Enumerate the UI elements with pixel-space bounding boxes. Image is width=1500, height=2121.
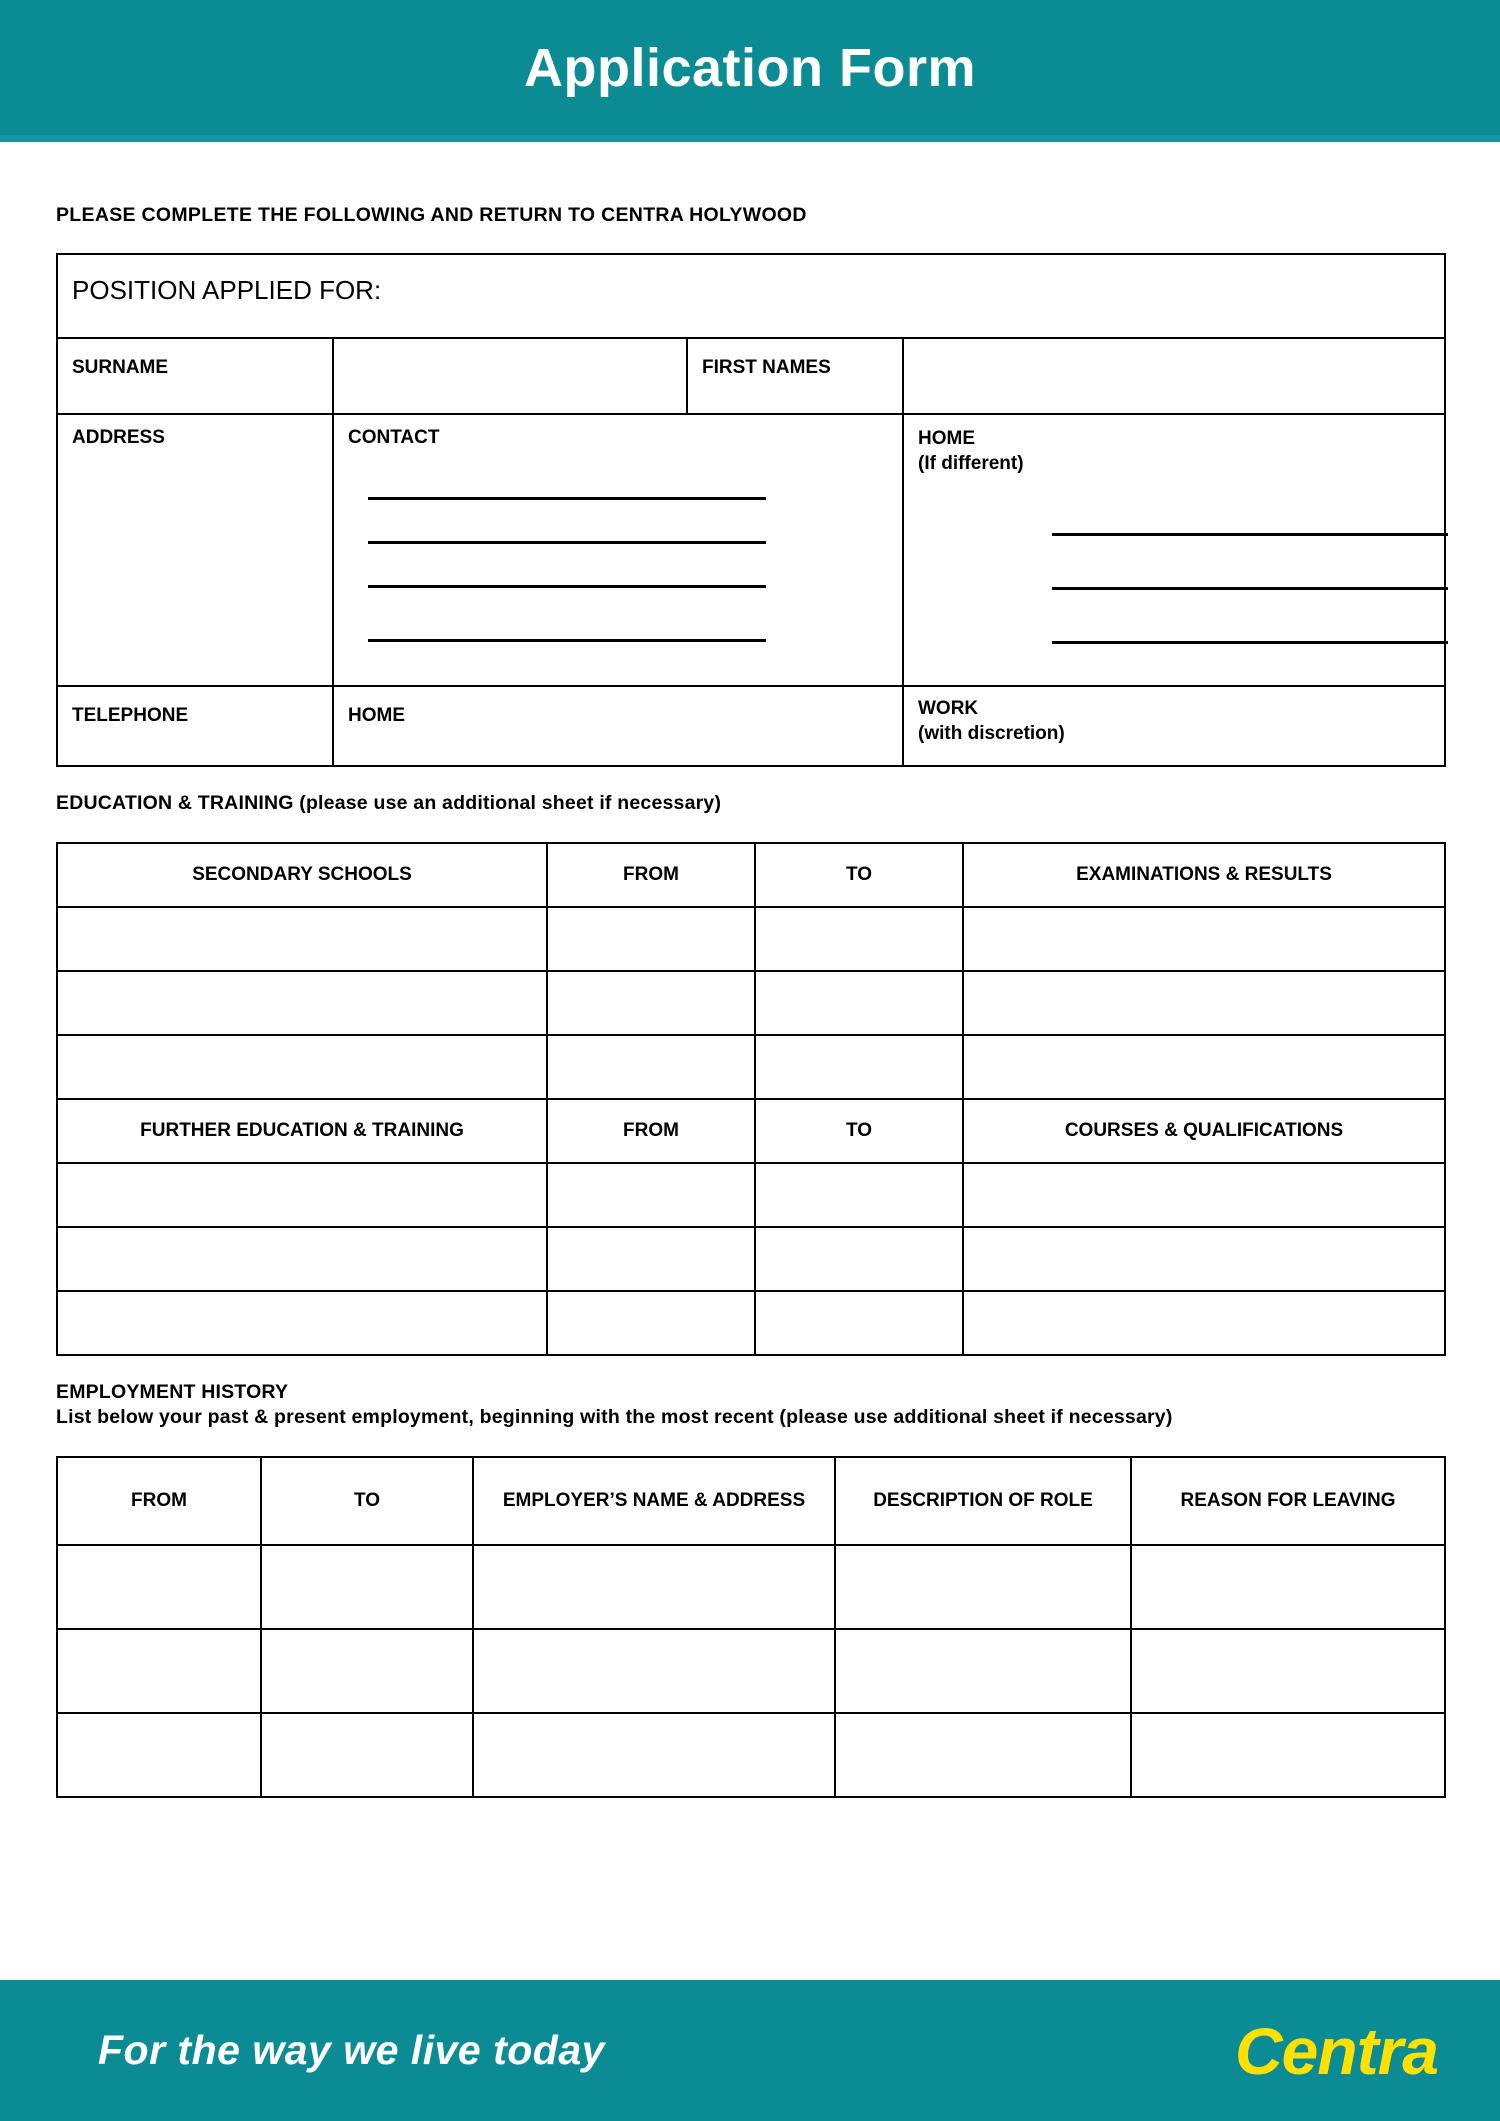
col-description-of-role: DESCRIPTION OF ROLE xyxy=(835,1457,1131,1545)
row-address xyxy=(57,414,1445,686)
form-page xyxy=(0,204,1500,1798)
contact-write-line-4 xyxy=(368,639,766,642)
telephone-home-cell[interactable] xyxy=(333,686,903,766)
secondary-results-cell[interactable] xyxy=(963,971,1445,1035)
education-section-title: EDUCATION & TRAINING (please use an additional sheet if necessary) xyxy=(56,792,722,814)
first-names-label-cell xyxy=(687,338,903,414)
home-write-line-1 xyxy=(1052,533,1448,536)
employment-from-cell[interactable] xyxy=(57,1545,261,1629)
further-education-cell[interactable] xyxy=(57,1291,547,1355)
instruction-text: PLEASE COMPLETE THE FOLLOWING AND RETURN TO CENTRA HOLYWOOD xyxy=(56,204,807,226)
table-row xyxy=(57,1163,1445,1227)
table-row xyxy=(57,971,1445,1035)
table-row xyxy=(57,1545,1445,1629)
reason-for-leaving-cell[interactable] xyxy=(1131,1713,1445,1797)
col-reason-for-leaving: REASON FOR LEAVING xyxy=(1131,1457,1445,1545)
secondary-to-cell[interactable] xyxy=(755,971,963,1035)
further-to-cell[interactable] xyxy=(755,1291,963,1355)
header-divider xyxy=(0,135,1500,142)
home-address-note: (If different) xyxy=(918,452,1024,474)
row-position xyxy=(57,254,1445,338)
employment-from-cell[interactable] xyxy=(57,1629,261,1713)
further-to-cell[interactable] xyxy=(755,1163,963,1227)
further-courses-cell[interactable] xyxy=(963,1291,1445,1355)
col-employment-from: FROM xyxy=(57,1457,261,1545)
contact-write-line-2 xyxy=(368,541,766,544)
address-label: ADDRESS xyxy=(72,427,165,448)
employment-to-cell[interactable] xyxy=(261,1713,473,1797)
table-row xyxy=(57,907,1445,971)
col-employment-to: TO xyxy=(261,1457,473,1545)
table-row xyxy=(57,1291,1445,1355)
first-names-label: FIRST NAMES xyxy=(702,357,831,378)
contact-write-line-3 xyxy=(368,585,766,588)
contact-write-line-1 xyxy=(368,497,766,500)
telephone-work-label: WORK xyxy=(918,698,979,719)
description-of-role-cell[interactable] xyxy=(835,1545,1131,1629)
secondary-to-cell[interactable] xyxy=(755,907,963,971)
telephone-work-cell[interactable] xyxy=(903,686,1445,766)
col-secondary-from: FROM xyxy=(547,843,755,907)
description-of-role-cell[interactable] xyxy=(835,1713,1131,1797)
employment-section-title xyxy=(56,1380,1444,1430)
first-names-input-cell[interactable] xyxy=(903,338,1445,414)
employer-name-address-cell[interactable] xyxy=(473,1713,835,1797)
centra-logo: Centra xyxy=(1234,2013,1438,2088)
employment-history-heading: EMPLOYMENT HISTORY xyxy=(56,1380,289,1403)
row-name xyxy=(57,338,1445,414)
reason-for-leaving-cell[interactable] xyxy=(1131,1629,1445,1713)
table-row xyxy=(57,1227,1445,1291)
employer-name-address-cell[interactable] xyxy=(473,1629,835,1713)
contact-address-cell[interactable] xyxy=(333,414,903,686)
secondary-school-cell[interactable] xyxy=(57,907,547,971)
col-secondary-schools: SECONDARY SCHOOLS xyxy=(57,843,547,907)
further-education-header-row xyxy=(57,1099,1445,1163)
footer-banner xyxy=(0,1980,1500,2121)
secondary-results-cell[interactable] xyxy=(963,907,1445,971)
header-banner xyxy=(0,0,1500,135)
col-further-to: TO xyxy=(755,1099,963,1163)
telephone-label-cell xyxy=(57,686,333,766)
reason-for-leaving-cell[interactable] xyxy=(1131,1545,1445,1629)
col-examinations-results: EXAMINATIONS & RESULTS xyxy=(963,843,1445,907)
home-write-line-2 xyxy=(1052,587,1448,590)
further-education-cell[interactable] xyxy=(57,1163,547,1227)
col-courses-qualifications: COURSES & QUALIFICATIONS xyxy=(963,1099,1445,1163)
employment-to-cell[interactable] xyxy=(261,1629,473,1713)
table-row xyxy=(57,1629,1445,1713)
further-from-cell[interactable] xyxy=(547,1227,755,1291)
education-table xyxy=(56,842,1446,1356)
secondary-from-cell[interactable] xyxy=(547,1035,755,1099)
col-further-education: FURTHER EDUCATION & TRAINING xyxy=(57,1099,547,1163)
secondary-results-cell[interactable] xyxy=(963,1035,1445,1099)
home-write-line-3 xyxy=(1052,641,1448,644)
further-education-cell[interactable] xyxy=(57,1227,547,1291)
employment-history-subtitle: List below your past & present employment, beginning with the most recent (please use additional sheet if necessary) xyxy=(56,1405,1173,1428)
secondary-school-cell[interactable] xyxy=(57,971,547,1035)
table-row xyxy=(57,1035,1445,1099)
home-address-label: HOME xyxy=(918,428,975,449)
row-telephone xyxy=(57,686,1445,766)
col-employer-name-address: EMPLOYER’S NAME & ADDRESS xyxy=(473,1457,835,1545)
secondary-from-cell[interactable] xyxy=(547,907,755,971)
col-further-from: FROM xyxy=(547,1099,755,1163)
telephone-label: TELEPHONE xyxy=(72,705,189,726)
col-secondary-to: TO xyxy=(755,843,963,907)
employment-history-table xyxy=(56,1456,1446,1798)
surname-input-cell[interactable] xyxy=(333,338,687,414)
position-applied-for-cell[interactable] xyxy=(57,254,1445,338)
further-from-cell[interactable] xyxy=(547,1163,755,1227)
address-label-cell xyxy=(57,414,333,686)
page-title: Application Form xyxy=(524,37,976,98)
position-applied-for-label: POSITION APPLIED FOR: xyxy=(72,275,382,305)
home-address-cell[interactable] xyxy=(903,414,1445,686)
description-of-role-cell[interactable] xyxy=(835,1629,1131,1713)
telephone-work-note: (with discretion) xyxy=(918,722,1065,744)
secondary-from-cell[interactable] xyxy=(547,971,755,1035)
secondary-school-cell[interactable] xyxy=(57,1035,547,1099)
telephone-home-label: HOME xyxy=(348,705,405,726)
further-courses-cell[interactable] xyxy=(963,1163,1445,1227)
table-row xyxy=(57,1713,1445,1797)
further-to-cell[interactable] xyxy=(755,1227,963,1291)
employment-to-cell[interactable] xyxy=(261,1545,473,1629)
personal-details-table xyxy=(56,253,1446,767)
footer-tagline: For the way we live today xyxy=(98,2027,605,2073)
further-courses-cell[interactable] xyxy=(963,1227,1445,1291)
employer-name-address-cell[interactable] xyxy=(473,1545,835,1629)
employment-from-cell[interactable] xyxy=(57,1713,261,1797)
employment-header-row xyxy=(57,1457,1445,1545)
further-from-cell[interactable] xyxy=(547,1291,755,1355)
secondary-schools-header-row xyxy=(57,843,1445,907)
contact-label: CONTACT xyxy=(348,427,440,448)
surname-label: SURNAME xyxy=(72,357,169,378)
secondary-to-cell[interactable] xyxy=(755,1035,963,1099)
surname-label-cell xyxy=(57,338,333,414)
